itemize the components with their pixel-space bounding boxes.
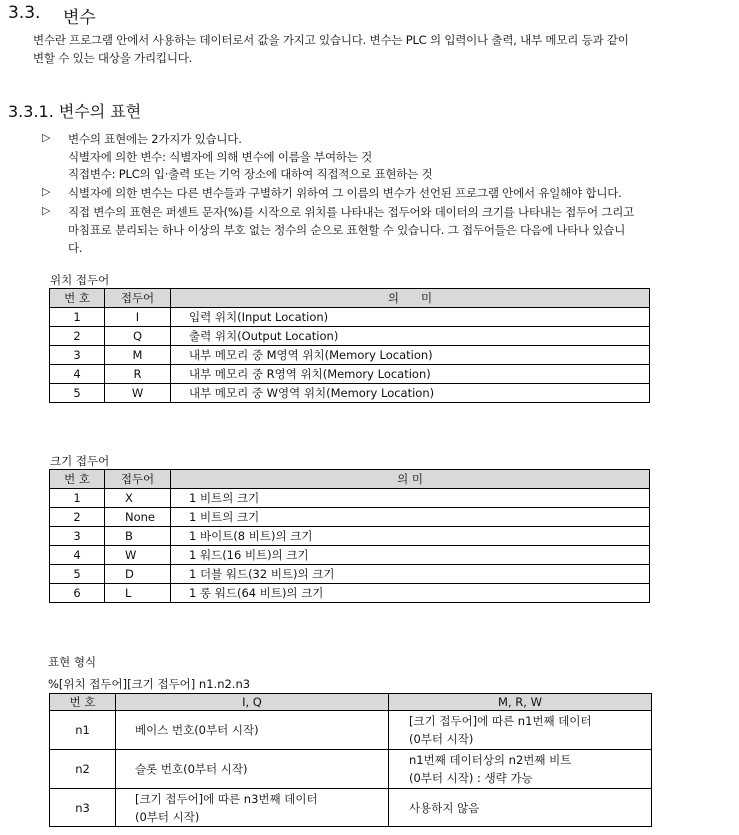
column-header: 의 미	[171, 470, 650, 489]
table-header-row	[50, 470, 650, 489]
cell-prefix: L	[105, 584, 171, 603]
cell-meaning: 내부 메모리 중 R영역 위치(Memory Location)	[171, 365, 650, 384]
subsection-title: 3.3.1. 변수의 표현	[8, 102, 142, 121]
cell-prefix: W	[105, 384, 171, 403]
cell-meaning: 1 워드(16 비트)의 크기	[171, 546, 650, 565]
cell-number: 3	[50, 527, 105, 546]
cell-number: 2	[50, 508, 105, 527]
column-header: 접두어	[105, 289, 171, 308]
column-header: 접두어	[105, 470, 171, 489]
cell-prefix: R	[105, 365, 171, 384]
table-row	[50, 711, 652, 750]
cell-number: 1	[50, 489, 105, 508]
column-header: 번 호	[50, 470, 105, 489]
cell-number: n2	[50, 750, 116, 789]
bullet-1: 변수의 표현에는 2가지가 있습니다.	[68, 132, 242, 146]
cell-number: n3	[50, 789, 116, 827]
section-title: 변수	[63, 8, 96, 28]
table-row	[50, 327, 650, 346]
table-row	[50, 384, 650, 403]
table-row	[50, 789, 652, 827]
cell-prefix: X	[105, 489, 171, 508]
cell-mrw	[389, 750, 652, 789]
bullet-marker-icon: ▷	[42, 204, 51, 217]
bullet-1-sub1: 식별자에 의한 변수: 식별자에 의해 변수에 이름을 부여하는 것	[68, 150, 373, 164]
cell-prefix: None	[105, 508, 171, 527]
cell-iq	[116, 789, 389, 827]
cell-number: 3	[50, 346, 105, 365]
cell-iq	[116, 750, 389, 789]
cell-meaning: 1 롱 워드(64 비트)의 크기	[171, 584, 650, 603]
bullet-3-line1: 직접 변수의 표현은 퍼센트 문자(%)를 시작으로 위치를 나타내는 접두어와 데이터의 크기를 나타내는 접두어 그리고	[68, 205, 635, 219]
cell-mrw-line2: (0부터 시작)	[409, 732, 474, 746]
format-syntax: %[위치 접두어][크기 접두어] n1.n2.n3	[48, 677, 251, 691]
column-header: 번 호	[50, 694, 116, 711]
cell-mrw	[389, 789, 652, 827]
cell-mrw-line1: n1번째 데이터상의 n2번째 비트	[409, 753, 572, 767]
format-caption: 표현 형식	[48, 655, 97, 669]
cell-meaning: 1 비트의 크기	[171, 489, 650, 508]
table-row	[50, 346, 650, 365]
bullet-3-line3: 다.	[68, 241, 83, 255]
cell-meaning: 내부 메모리 중 M영역 위치(Memory Location)	[171, 346, 650, 365]
section-number: 3.3.	[8, 3, 41, 23]
table-header-row	[50, 289, 650, 308]
cell-meaning: 내부 메모리 중 W영역 위치(Memory Location)	[171, 384, 650, 403]
cell-mrw-line1: 사용하지 않음	[409, 800, 480, 815]
bullet-marker-icon: ▷	[42, 131, 51, 144]
column-header: 번 호	[50, 289, 105, 308]
cell-number: 4	[50, 546, 105, 565]
cell-iq-line1: 슬롯 번호(0부터 시작)	[135, 762, 248, 776]
table-row	[50, 308, 650, 327]
cell-iq-line2: (0부터 시작)	[135, 809, 200, 824]
location-table-caption: 위치 접두어	[50, 273, 110, 287]
table-row	[50, 527, 650, 546]
intro-paragraph-line2: 변할 수 있는 대상을 가리킵니다.	[33, 51, 193, 65]
table-row	[50, 365, 650, 384]
cell-prefix: W	[105, 546, 171, 565]
cell-prefix: D	[105, 565, 171, 584]
cell-meaning: 1 비트의 크기	[171, 508, 650, 527]
table-row	[50, 508, 650, 527]
cell-number: 4	[50, 365, 105, 384]
cell-number: 1	[50, 308, 105, 327]
table-row	[50, 546, 650, 565]
cell-meaning: 출력 위치(Output Location)	[171, 327, 650, 346]
cell-prefix: Q	[105, 327, 171, 346]
cell-iq	[116, 711, 389, 750]
location-prefix-table	[49, 288, 650, 403]
table-row	[50, 565, 650, 584]
cell-prefix: M	[105, 346, 171, 365]
table-header-row	[50, 694, 652, 711]
cell-mrw	[389, 711, 652, 750]
column-header: I, Q	[116, 694, 389, 711]
table-row	[50, 750, 652, 789]
cell-mrw-line2: (0부터 시작) : 생략 가능	[409, 771, 533, 785]
bullet-1-sub2: 직접변수: PLC의 입·출력 또는 기억 장소에 대하여 직접적으로 표현하는 것	[68, 167, 433, 181]
cell-iq-line1: 베이스 번호(0부터 시작)	[135, 723, 259, 737]
bullet-2: 식별자에 의한 변수는 다른 변수들과 구별하기 위하여 그 이름의 변수가 선언된 프로그램 안에서 유일해야 합니다.	[68, 186, 622, 200]
cell-number: 2	[50, 327, 105, 346]
table-row	[50, 584, 650, 603]
cell-number: n1	[50, 711, 116, 750]
column-header: M, R, W	[389, 694, 652, 711]
cell-number: 5	[50, 384, 105, 403]
column-header: 의 미	[171, 289, 650, 308]
bullet-marker-icon: ▷	[42, 185, 51, 198]
bullet-3-line2: 마침표로 분리되는 하나 이상의 부호 없는 정수의 순으로 표현할 수 있습니다. 그 접두어들은 다음에 나타나 있습니	[68, 223, 626, 237]
cell-prefix: I	[105, 308, 171, 327]
cell-mrw-line1: [크기 접두어]에 따른 n1번째 데이터	[409, 714, 592, 728]
table-row	[50, 489, 650, 508]
size-table-caption: 크기 접두어	[50, 454, 110, 468]
cell-number: 5	[50, 565, 105, 584]
format-table	[49, 693, 652, 827]
cell-meaning: 입력 위치(Input Location)	[171, 308, 650, 327]
cell-number: 6	[50, 584, 105, 603]
cell-meaning: 1 더블 워드(32 비트)의 크기	[171, 565, 650, 584]
size-prefix-table	[49, 469, 650, 603]
cell-meaning: 1 바이트(8 비트)의 크기	[171, 527, 650, 546]
intro-paragraph-line1: 변수란 프로그램 안에서 사용하는 데이터로서 값을 가지고 있습니다. 변수는 PLC 의 입력이나 출력, 내부 메모리 등과 같이	[33, 33, 629, 47]
cell-iq-line1: [크기 접두어]에 따른 n3번째 데이터	[135, 791, 318, 806]
cell-prefix: B	[105, 527, 171, 546]
